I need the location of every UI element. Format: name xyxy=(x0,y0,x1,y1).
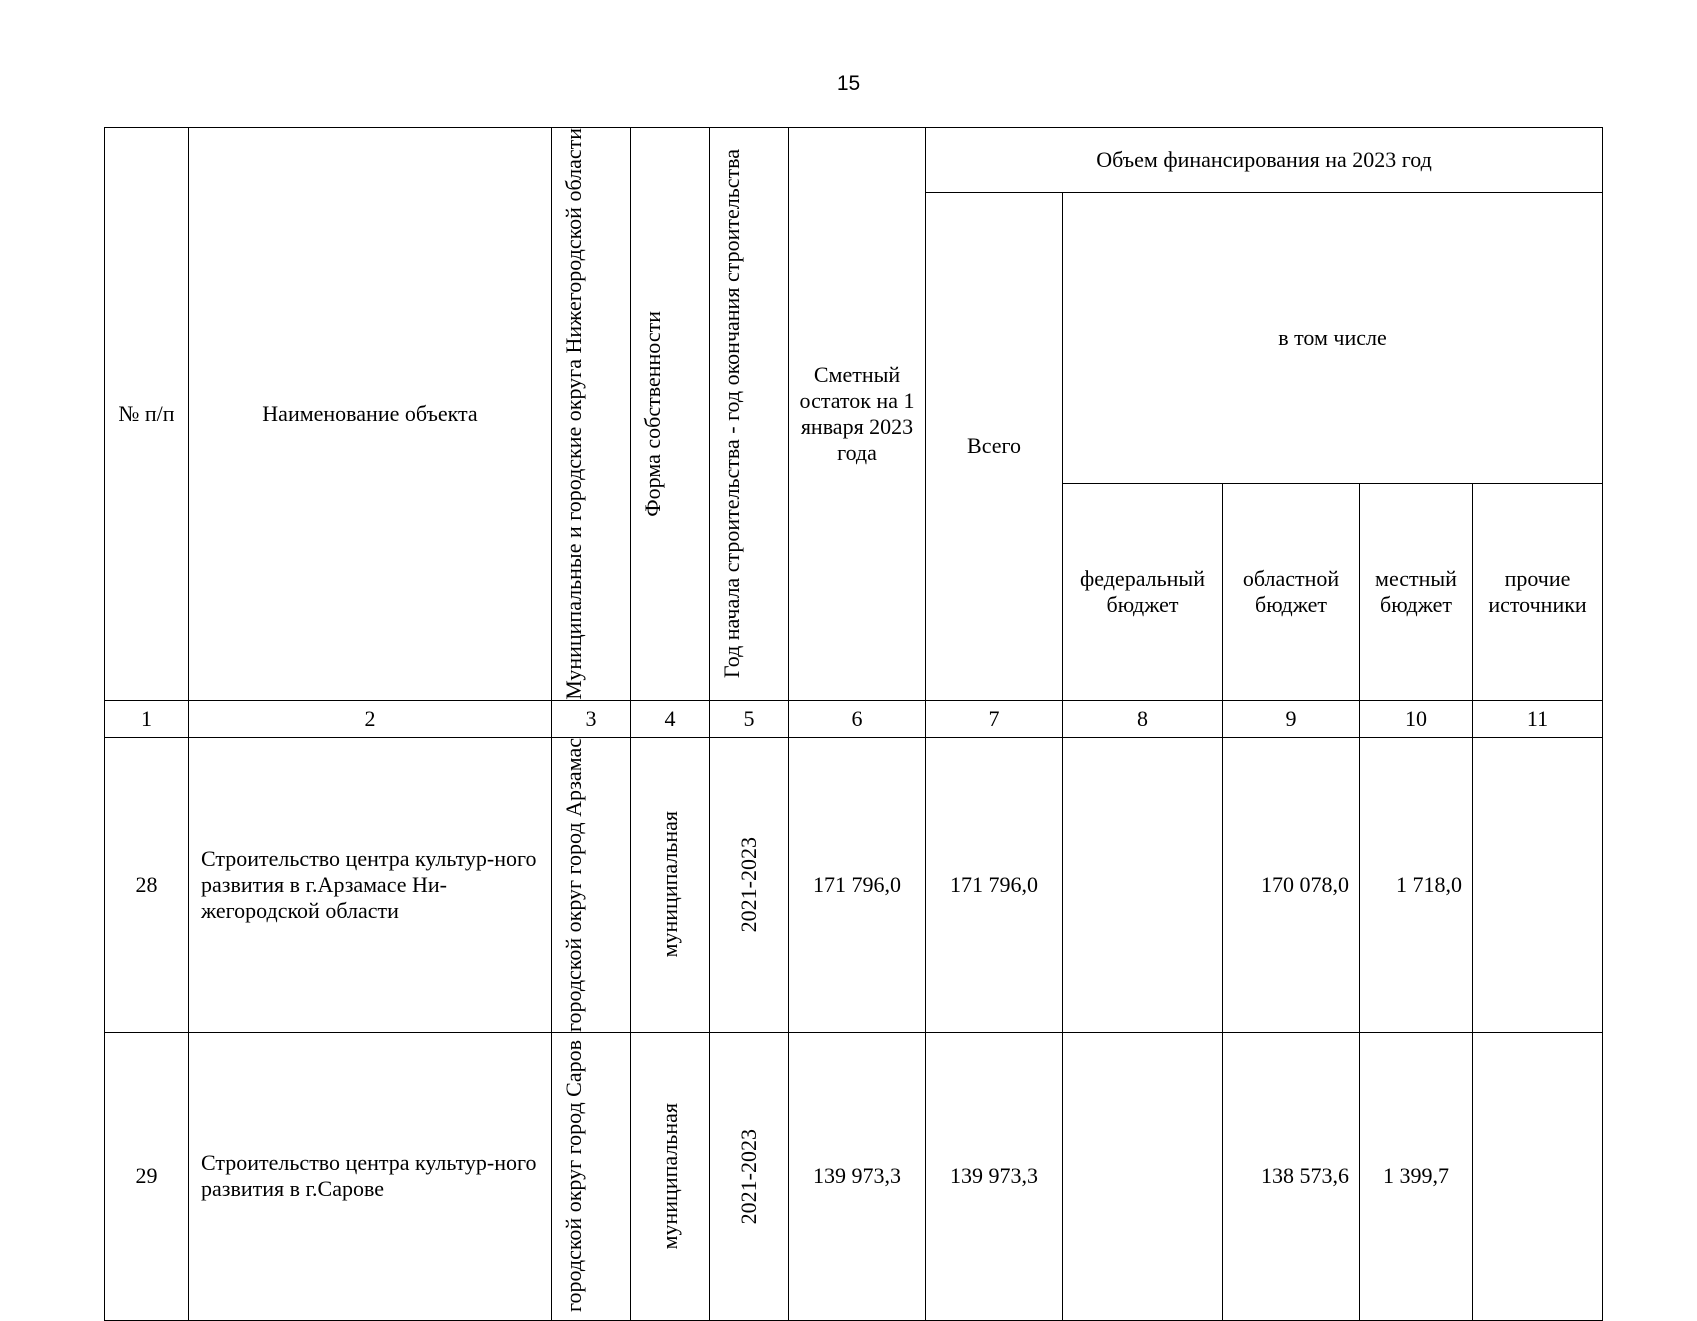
header-ownership-text: Форма собственности xyxy=(640,310,665,517)
column-number: 8 xyxy=(1063,700,1223,737)
header-remainder xyxy=(789,128,926,701)
page-number: 15 xyxy=(836,72,861,95)
local-value: 1 718,0 xyxy=(1360,737,1473,1032)
header-other xyxy=(1473,483,1603,700)
years-cell xyxy=(710,737,789,1032)
header-object-name: Наименование объекта xyxy=(189,128,552,701)
header-local-text: местный бюджет xyxy=(1375,565,1457,617)
object-name: Строительство центра культур-ного развития в г.Арзамасе Ни-жегородской области xyxy=(189,737,552,1032)
federal-value xyxy=(1063,737,1223,1032)
column-number: 10 xyxy=(1360,700,1473,737)
other-value xyxy=(1473,1032,1603,1320)
row-number: 28 xyxy=(105,737,189,1032)
total-value: 171 796,0 xyxy=(926,737,1063,1032)
header-federal-text: федеральный бюджет xyxy=(1080,565,1205,617)
header-local xyxy=(1360,483,1473,700)
regional-value: 170 078,0 xyxy=(1223,737,1360,1032)
remainder-value: 171 796,0 xyxy=(789,737,926,1032)
header-federal xyxy=(1063,483,1223,700)
header-other-text: прочие источники xyxy=(1488,565,1587,617)
header-financing: Объем финансирования на 2023 год xyxy=(926,128,1603,193)
header-regional-text: областной бюджет xyxy=(1242,565,1340,617)
table-row xyxy=(105,1032,1603,1320)
years-text: 2021-2023 xyxy=(736,1128,761,1224)
column-number-row xyxy=(105,700,1603,737)
header-regional xyxy=(1223,483,1360,700)
municipality-text: городской округ город Саров xyxy=(561,1040,586,1313)
column-number: 1 xyxy=(105,700,189,737)
column-number: 11 xyxy=(1473,700,1603,737)
municipality-cell xyxy=(552,737,631,1032)
column-number: 5 xyxy=(710,700,789,737)
header-including: в том числе xyxy=(1063,193,1603,484)
municipality-cell xyxy=(552,1032,631,1320)
row-number: 29 xyxy=(105,1032,189,1320)
header-municipality-text: Муниципальные и городские округа Нижегородской области xyxy=(561,128,586,700)
years-text: 2021-2023 xyxy=(736,837,761,933)
total-value: 139 973,3 xyxy=(926,1032,1063,1320)
ownership-cell xyxy=(631,1032,710,1320)
header-ownership xyxy=(631,128,710,701)
ownership-text: муниципальная xyxy=(657,1102,682,1250)
column-number: 4 xyxy=(631,700,710,737)
federal-value xyxy=(1063,1032,1223,1320)
local-value: 1 399,7 xyxy=(1360,1032,1473,1320)
header-remainder-text: Сметный остаток на 1 января 2023 года xyxy=(799,361,915,465)
municipality-text: городской округ город Арзамас xyxy=(561,737,586,1032)
table-row xyxy=(105,737,1603,1032)
header-row-number: № п/п xyxy=(105,128,189,701)
header-municipality xyxy=(552,128,631,701)
other-value xyxy=(1473,737,1603,1032)
column-number: 2 xyxy=(189,700,552,737)
header-years-text: Год начала строительства - год окончания строительства xyxy=(719,149,744,679)
column-number: 6 xyxy=(789,700,926,737)
column-number: 3 xyxy=(552,700,631,737)
years-cell xyxy=(710,1032,789,1320)
header-years xyxy=(710,128,789,701)
header-total: Всего xyxy=(926,193,1063,701)
financing-table xyxy=(104,127,1603,1321)
ownership-cell xyxy=(631,737,710,1032)
column-number: 7 xyxy=(926,700,1063,737)
ownership-text: муниципальная xyxy=(657,811,682,958)
remainder-value: 139 973,3 xyxy=(789,1032,926,1320)
column-number: 9 xyxy=(1223,700,1360,737)
object-name: Строительство центра культур-ного развития в г.Сарове xyxy=(189,1032,552,1320)
regional-value: 138 573,6 xyxy=(1223,1032,1360,1320)
